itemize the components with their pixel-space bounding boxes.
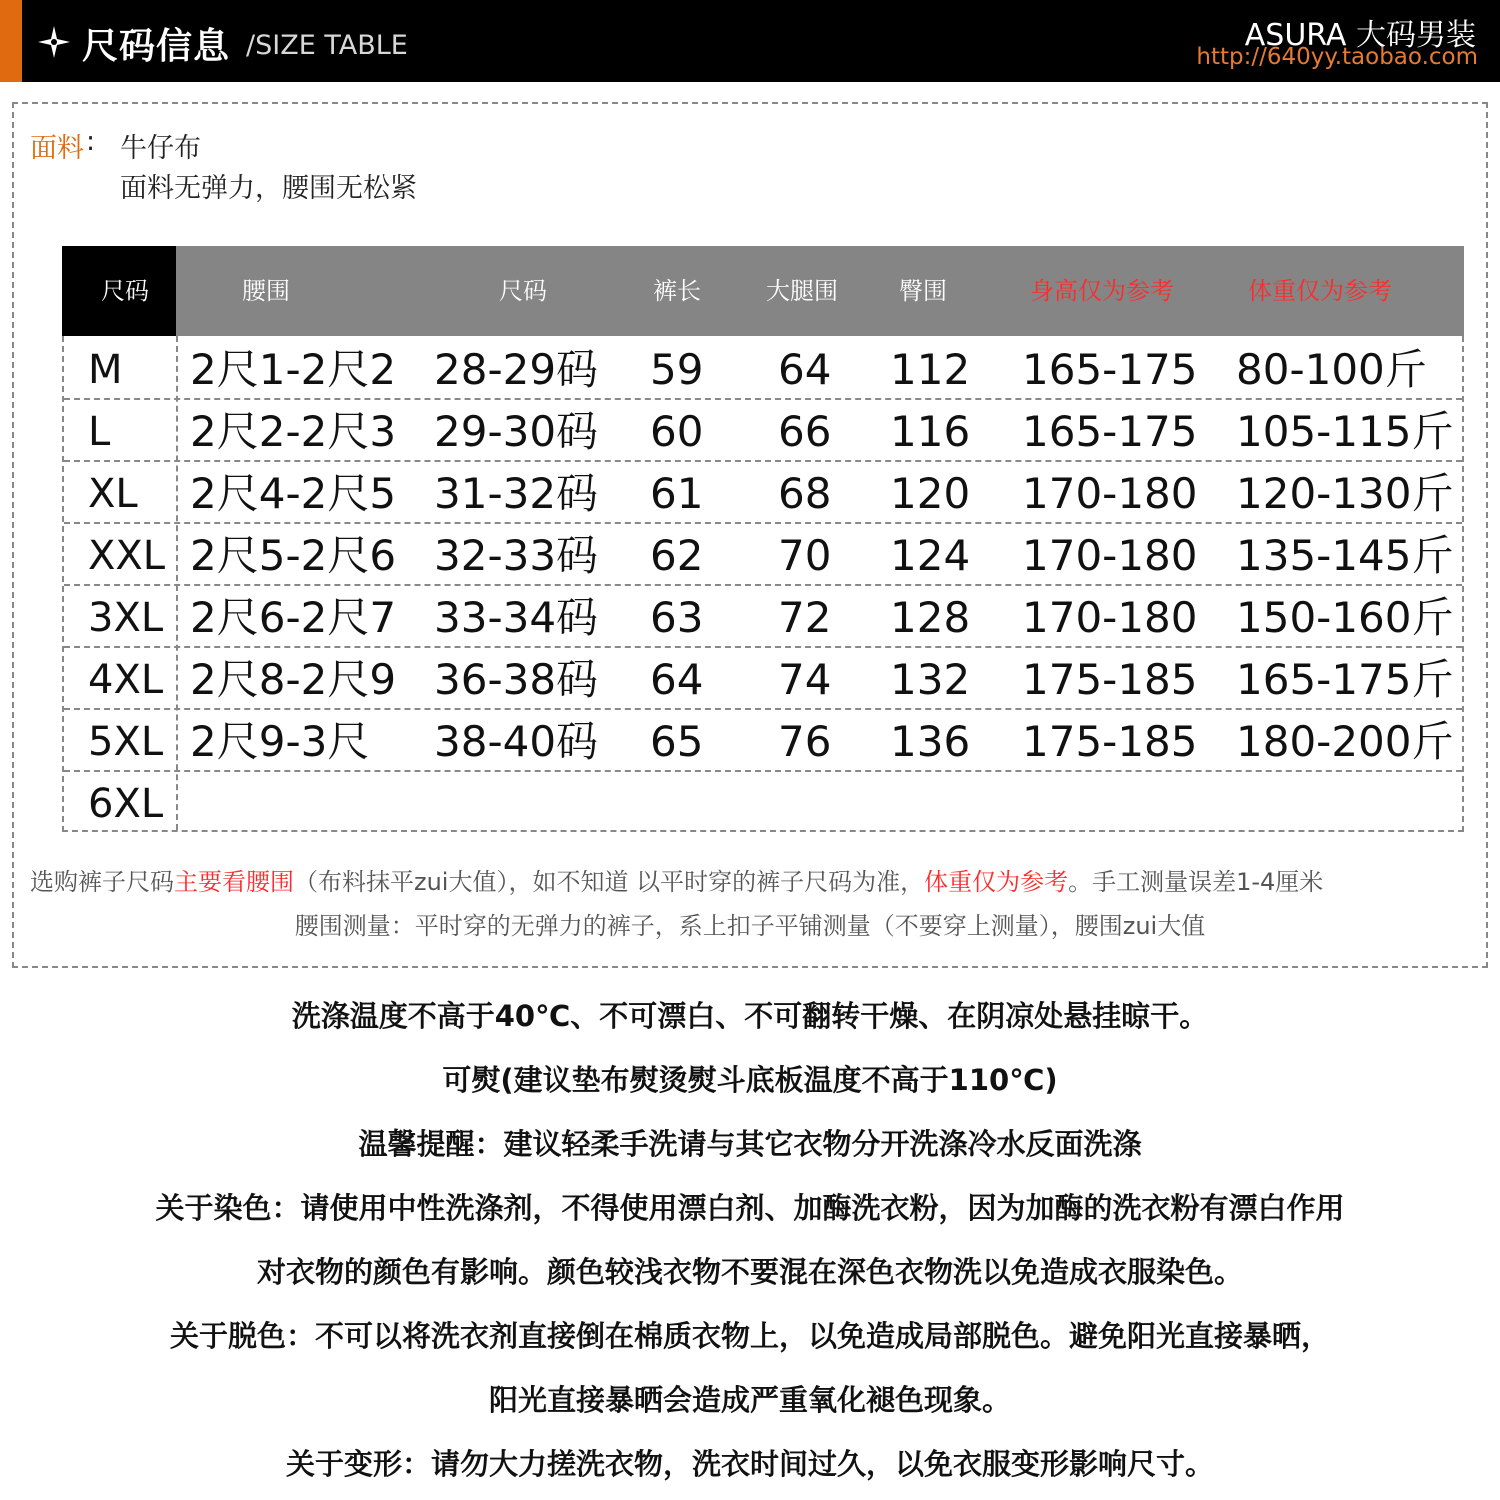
note-highlight-waist: 主要看腰围 xyxy=(174,868,294,896)
cell-height: 175-185 xyxy=(1022,717,1198,766)
table-row xyxy=(64,648,1462,710)
fabric-value: 牛仔布 xyxy=(120,133,201,164)
table-row xyxy=(64,772,1462,834)
cell-length: 59 xyxy=(650,345,704,394)
th-weight: 体重仅为参考 xyxy=(1248,277,1392,305)
cell-thigh: 68 xyxy=(778,469,832,518)
cell-size: XXL xyxy=(88,533,166,579)
cell-length: 60 xyxy=(650,407,704,456)
waist-measure-note: 腰围测量：平时穿的无弹力的裤子，系上扣子平铺测量（不要穿上测量），腰围zui大值 xyxy=(294,912,1206,940)
care-line-1: 洗涤温度不高于40℃、不可漂白、不可翻转干燥、在阴凉处悬挂晾干。 xyxy=(291,999,1209,1033)
cell-hip: 112 xyxy=(890,345,971,394)
cell-height: 165-175 xyxy=(1022,345,1198,394)
note-text-a: 选购裤子尺码 xyxy=(30,868,174,896)
care-line-4: 关于染色：请使用中性洗涤剂，不得使用漂白剂、加酶洗衣粉，因为加酶的洗衣粉有漂白作用 xyxy=(155,1191,1345,1225)
th-waist: 腰围 xyxy=(242,277,290,305)
cell-height: 170-180 xyxy=(1022,469,1198,518)
cell-height: 175-185 xyxy=(1022,655,1198,704)
cell-waist: 2尺1-2尺2 xyxy=(190,345,397,394)
cell-hip: 116 xyxy=(890,407,971,456)
cell-code: 29-30码 xyxy=(434,407,599,456)
cell-thigh: 66 xyxy=(778,407,832,456)
table-column-divider xyxy=(176,336,178,830)
cell-size: L xyxy=(88,409,111,455)
compass-star-icon xyxy=(38,26,70,58)
cell-length: 62 xyxy=(650,531,704,580)
cell-size: 3XL xyxy=(88,595,164,641)
cell-waist: 2尺9-3尺 xyxy=(190,717,370,766)
table-row xyxy=(64,462,1462,524)
header-accent-strip xyxy=(0,0,22,82)
cell-size: XL xyxy=(88,471,138,517)
cell-thigh: 70 xyxy=(778,531,832,580)
cell-length: 63 xyxy=(650,593,704,642)
cell-weight: 165-175斤 xyxy=(1236,655,1454,704)
page-title: 尺码信息 xyxy=(82,26,231,67)
care-line-6: 关于脱色：不可以将洗衣剂直接倒在棉质衣物上，以免造成局部脱色。避免阳光直接暴晒， xyxy=(169,1319,1330,1353)
care-line-5: 对衣物的颜色有影响。颜色较浅衣物不要混在深色衣物洗以免造成衣服染色。 xyxy=(256,1255,1243,1289)
cell-code: 33-34码 xyxy=(434,593,599,642)
cell-hip: 120 xyxy=(890,469,971,518)
cell-code: 38-40码 xyxy=(434,717,599,766)
table-row xyxy=(64,586,1462,648)
cell-hip: 136 xyxy=(890,717,971,766)
cell-hip: 128 xyxy=(890,593,971,642)
size-selection-note xyxy=(30,862,1323,897)
cell-code: 28-29码 xyxy=(434,345,599,394)
care-line-7: 阳光直接暴晒会造成严重氧化褪色现象。 xyxy=(488,1383,1011,1417)
note-text-c: （布料抹平zui大值），如不知道 以平时穿的裤子尺码为准， xyxy=(294,868,925,896)
th-height: 身高仅为参考 xyxy=(1030,277,1174,305)
table-header xyxy=(62,246,1464,336)
brand-logo: ASURA 大码男装 xyxy=(1244,18,1476,53)
cell-size: 5XL xyxy=(88,719,164,765)
cell-size: 4XL xyxy=(88,657,164,703)
cell-weight: 180-200斤 xyxy=(1236,717,1454,766)
cell-weight: 120-130斤 xyxy=(1236,469,1454,518)
cell-waist: 2尺4-2尺5 xyxy=(190,469,397,518)
care-line-8: 关于变形：请勿大力搓洗衣物，洗衣时间过久，以免衣服变形影响尺寸。 xyxy=(285,1447,1214,1481)
cell-waist: 2尺5-2尺6 xyxy=(190,531,397,580)
cell-thigh: 64 xyxy=(778,345,832,394)
shop-url[interactable]: http://640yy.taobao.com xyxy=(1196,44,1478,70)
th-hip: 臀围 xyxy=(899,277,947,305)
table-row xyxy=(64,524,1462,586)
cell-thigh: 72 xyxy=(778,593,832,642)
cell-thigh: 76 xyxy=(778,717,832,766)
cell-height: 170-180 xyxy=(1022,531,1198,580)
cell-weight: 150-160斤 xyxy=(1236,593,1454,642)
th-size: 尺码 xyxy=(101,277,149,305)
cell-weight: 80-100斤 xyxy=(1236,345,1427,394)
note-text-e: 。手工测量误差1-4厘米 xyxy=(1068,868,1324,896)
cell-waist: 2尺8-2尺9 xyxy=(190,655,397,704)
th-thigh: 大腿围 xyxy=(766,277,838,305)
fabric-label: 面料 xyxy=(30,133,84,164)
cell-length: 64 xyxy=(650,655,704,704)
size-table xyxy=(62,246,1464,832)
cell-length: 61 xyxy=(650,469,704,518)
fabric-colon: : xyxy=(86,126,96,157)
page-subtitle: /SIZE TABLE xyxy=(246,30,408,61)
cell-code: 31-32码 xyxy=(434,469,599,518)
cell-length: 65 xyxy=(650,717,704,766)
table-row xyxy=(64,338,1462,400)
cell-hip: 124 xyxy=(890,531,971,580)
cell-size: M xyxy=(88,347,123,393)
cell-waist: 2尺2-2尺3 xyxy=(190,407,397,456)
cell-hip: 132 xyxy=(890,655,971,704)
care-line-3: 温馨提醒：建议轻柔手洗请与其它衣物分开洗涤冷水反面洗涤 xyxy=(358,1127,1142,1161)
cell-height: 170-180 xyxy=(1022,593,1198,642)
care-line-2: 可熨(建议垫布熨烫熨斗底板温度不高于110℃) xyxy=(442,1063,1058,1097)
fabric-note: 面料无弹力，腰围无松紧 xyxy=(120,173,417,204)
header-bar xyxy=(0,0,1500,82)
cell-weight: 105-115斤 xyxy=(1236,407,1454,456)
table-row xyxy=(64,400,1462,462)
cell-size: 6XL xyxy=(88,781,164,827)
cell-thigh: 74 xyxy=(778,655,832,704)
cell-code: 36-38码 xyxy=(434,655,599,704)
cell-waist: 2尺6-2尺7 xyxy=(190,593,397,642)
th-length: 裤长 xyxy=(653,277,701,305)
note-highlight-weight: 体重仅为参考 xyxy=(924,868,1069,896)
th-code: 尺码 xyxy=(499,277,547,305)
cell-code: 32-33码 xyxy=(434,531,599,580)
cell-weight: 135-145斤 xyxy=(1236,531,1454,580)
cell-height: 165-175 xyxy=(1022,407,1198,456)
table-row xyxy=(64,710,1462,772)
